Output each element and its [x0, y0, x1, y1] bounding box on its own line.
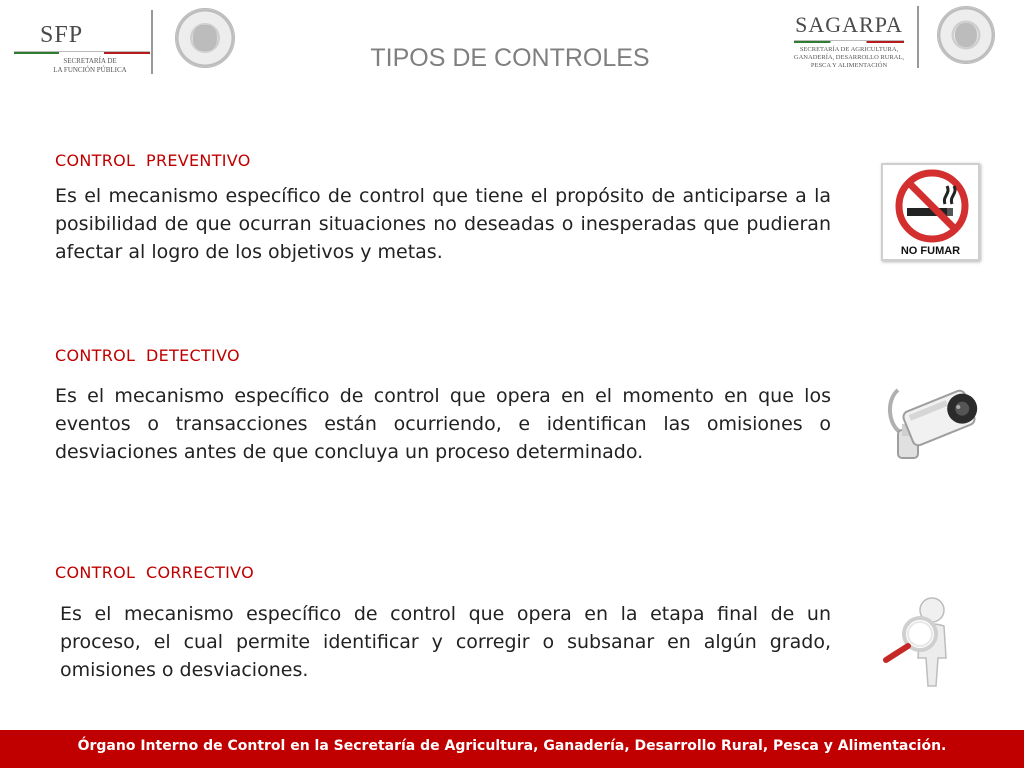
sagarpa-logo-name: SAGARPA [795, 12, 903, 37]
security-camera-icon [884, 380, 980, 470]
national-seal-icon [175, 8, 235, 68]
sfp-logo [12, 18, 142, 78]
sfp-logo-subtitle [40, 57, 140, 75]
no-smoking-sign-icon [881, 163, 980, 261]
sagarpa-logo-subtitle-line1: SECRETARÍA DE AGRICULTURA, [799, 46, 899, 53]
section-heading-detectivo: CONTROL DETECTIVO [55, 346, 240, 365]
no-smoking-graphic [887, 168, 978, 244]
national-seal-icon [937, 6, 995, 64]
header-divider-left [151, 10, 153, 74]
page-title: TIPOS DE CONTROLES [370, 44, 650, 72]
section-text-preventivo: Es el mecanismo específico de control que tiene el propósito de anticiparse a la posibilidad de que ocurran situaciones no deseadas o inesperadas que pudieran afectar al logro de los objetivos y metas. [55, 185, 831, 263]
sfp-logo-subtitle-line1: SECRETARÍA DE [63, 57, 117, 65]
sagarpa-logo-rule [794, 40, 904, 43]
person-magnifier-icon [880, 596, 970, 692]
section-text-correctivo: Es el mecanismo específico de control que opera en la etapa final de un proceso, el cual permite identificar y corregir o subsanar en algún grado, omisiones o desviaciones. [60, 603, 831, 681]
sagarpa-logo-subtitle-line3: PESCA Y ALIMENTACIÓN [810, 62, 888, 69]
sfp-logo-subtitle-line2: LA FUNCIÓN PÚBLICA [53, 66, 127, 74]
sfp-logo-name: SFP [40, 22, 84, 48]
sagarpa-logo [790, 12, 908, 82]
section-heading-preventivo: CONTROL PREVENTIVO [55, 151, 251, 170]
footer-bar [0, 730, 1024, 768]
section-heading-correctivo: CONTROL CORRECTIVO [55, 563, 255, 582]
no-smoking-sign-label: NO FUMAR [900, 245, 961, 257]
sfp-logo-rule [14, 51, 150, 54]
section-text-detectivo: Es el mecanismo específico de control que opera en el momento en que los eventos o transacciones están ocurriendo, e identifican las omisiones o desviaciones antes de que concluya un proceso determinado. [55, 385, 831, 463]
header-divider-right [917, 6, 919, 68]
footer-text: Órgano Interno de Control en la Secretaría de Agricultura, Ganadería, Desarrollo Rural, Pesca y Alimentación. [77, 738, 947, 754]
sagarpa-logo-subtitle [790, 46, 908, 70]
sagarpa-logo-subtitle-line2: GANADERÍA, DESARROLLO RURAL, [793, 54, 905, 61]
